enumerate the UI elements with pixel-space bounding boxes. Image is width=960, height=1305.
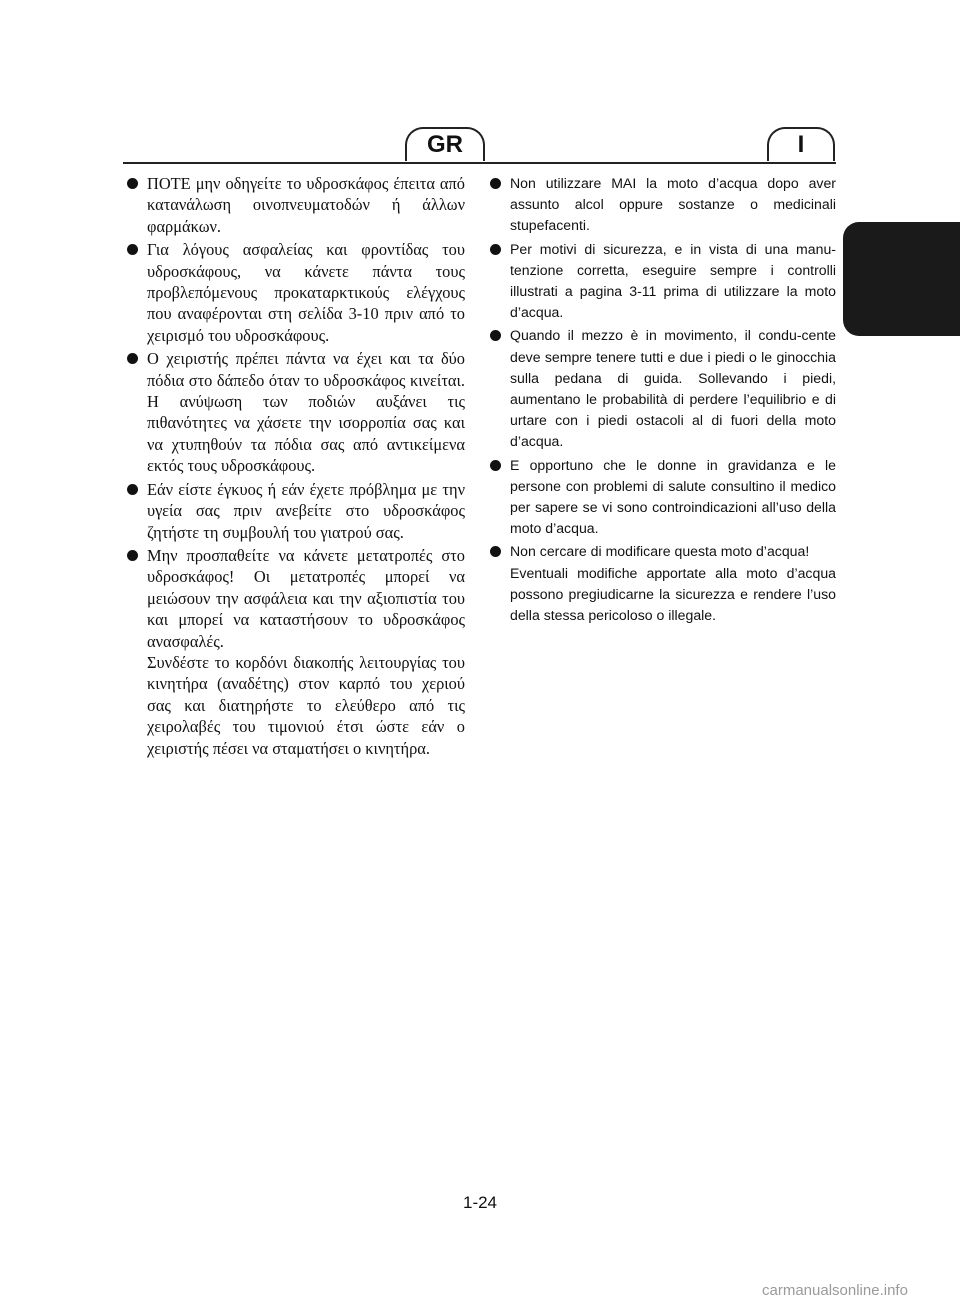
bullet-text: Quando il mezzo è in movimento, il condu-cente deve sempre tenere tutti e due i piedi o le ginocchia sulla pedana di guida. Sollevando i piedi, aumentano le probabilità di perdere l’equilibrio e di urtare con i piedi ostacoli al di fuori della moto d’acqua. <box>510 327 836 450</box>
bullet-text: ΠΟΤΕ μην οδηγείτε το υδροσκάφος έπειτα από κατανάλωση οινοπνευματοδών ή άλλων φαρμάκων. <box>147 174 465 236</box>
bullet-text: Per motivi di sicurezza, e in vista di una manu-tenzione corretta, eseguire sempre i controlli illustrati a pagina 3-11 prima di utilizzare la moto d’acqua. <box>510 240 836 321</box>
bullet-dot-icon <box>490 546 501 557</box>
bullet-text: Για λόγους ασφαλείας και φροντίδας του υδροσκάφους, να κάνετε πάντα τους προβλεπόμενους προκαταρκτικούς ελέγχους που αναφέρονται στη σελίδα 3-10 πριν από το χειρισμό του υδροσκάφους. <box>147 240 465 345</box>
bullet-item <box>490 239 836 324</box>
bullet-dot-icon <box>127 178 138 189</box>
bullet-dot-icon <box>127 244 138 255</box>
greek-column <box>127 173 465 761</box>
bullet-dot-icon <box>490 460 501 471</box>
bullet-dot-icon <box>490 178 501 189</box>
bullet-text: Non utilizzare MAI la moto d’acqua dopo aver assunto alcol oppure sostanze o medicinali stupefacenti. <box>510 175 836 234</box>
bullet-item <box>127 545 465 759</box>
bullet-item <box>490 173 836 237</box>
bullet-text: Συνδέστε το κορδόνι διακοπής λειτουργίας του κινητήρα (αναδέτης) στον καρπό του χεριού σας και διατηρήστε το ελεύθερο από τις χειρολαβές του τιμονιού έτσι ώστε εάν ο χειριστής πέσει να σταματήσει ο κινητήρα. <box>147 652 465 758</box>
bullet-item <box>127 173 465 237</box>
watermark: carmanualsonline.info <box>762 1282 908 1299</box>
bullet-text: Eventuali modifiche apportate alla moto d’acqua possono pregiudicarne la sicurezza e rendere l’uso della stessa pericoloso o illegale. <box>510 564 836 624</box>
bullet-text: Μην προσπαθείτε να κάνετε μετατροπές στο υδροσκάφος! Οι μετατροπές μπορεί να μειώσουν την ασφάλεια και την αξιοπιστία του και μπορεί να καταστήσουν το υδροσκάφος ανασφαλές. <box>147 545 465 651</box>
bullet-text: Εάν είστε έγκυος ή εάν έχετε πρόβλημα με την υγεία σας πριν ανεβείτε στο υδροσκάφος ζητήστε τη συμβουλή του γιατρού σας. <box>147 479 465 542</box>
bullet-dot-icon <box>127 353 138 364</box>
page-number: 1-24 <box>462 1193 498 1212</box>
bullet-item <box>490 541 836 626</box>
bullet-dot-icon <box>127 484 138 495</box>
bullet-text: E opportuno che le donne in gravidanza e le persone con problemi di salute consultino il medico per sapere se vi sono controindicazioni all’uso della moto d’acqua. <box>510 456 836 537</box>
bullet-text: Ο χειριστής πρέπει πάντα να έχει και τα δύο πόδια στο δάπεδο όταν το υδροσκάφος κινείται. Η ανύψωση των ποδιών αυξάνει τις πιθανότητες να χάσετε την ισορροπία σας και να χτυπηθούν τα πόδια σας από αντικείμενα εκτός τους υδροσκάφους. <box>147 349 465 476</box>
bullet-item <box>127 348 465 476</box>
italian-column <box>490 173 836 628</box>
bullet-dot-icon <box>490 330 501 341</box>
section-thumb-tab <box>843 222 960 336</box>
header-rule <box>123 162 836 164</box>
bullet-dot-icon <box>127 550 138 561</box>
language-tab-greek: GR <box>405 127 485 161</box>
language-tab-italian: I <box>767 127 835 161</box>
bullet-item <box>127 479 465 543</box>
bullet-item <box>127 239 465 346</box>
bullet-item <box>490 455 836 540</box>
bullet-item <box>490 325 836 452</box>
bullet-text: Non cercare di modificare questa moto d’acqua! <box>510 543 810 560</box>
bullet-dot-icon <box>490 244 501 255</box>
